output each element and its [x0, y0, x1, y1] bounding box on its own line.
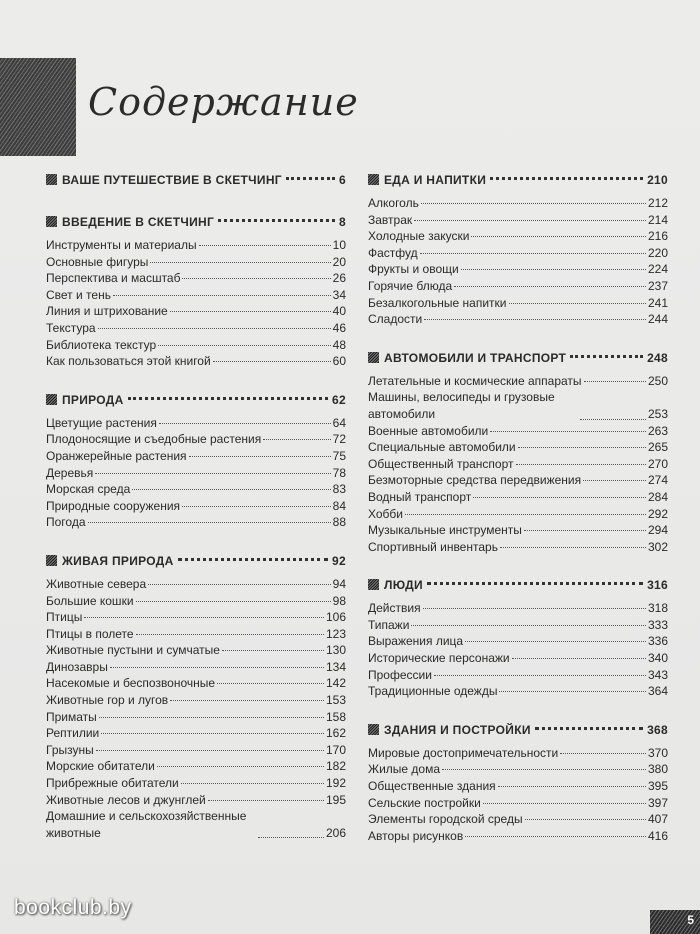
- dot-leader: [414, 220, 646, 221]
- section-page: 92: [332, 553, 346, 568]
- entry-page: 64: [332, 415, 346, 430]
- dot-leader: [405, 514, 646, 515]
- dot-leader: [208, 800, 324, 801]
- entry-label: Хобби: [368, 506, 403, 521]
- entry-page: 253: [647, 406, 668, 421]
- toc-entry[interactable]: [368, 195, 668, 212]
- toc-section: [368, 577, 668, 700]
- dot-leader: [218, 219, 335, 222]
- toc-entry[interactable]: [368, 311, 668, 328]
- entry-label: Грызуны: [46, 742, 94, 757]
- dot-leader: [170, 311, 331, 312]
- hatch-square-icon: [46, 555, 57, 566]
- toc-entry[interactable]: [368, 683, 668, 700]
- entry-label: Животные пустыни и сумчатые: [46, 643, 220, 658]
- entry-page: 212: [647, 196, 668, 210]
- toc-entry[interactable]: [368, 633, 668, 650]
- entry-page: 134: [325, 659, 346, 674]
- entry-page: 370: [647, 745, 668, 760]
- toc-section: [46, 553, 346, 842]
- entry-label: Общественный транспорт: [368, 456, 514, 471]
- toc-entry[interactable]: [368, 650, 668, 667]
- entry-label: Природные сооружения: [46, 498, 181, 513]
- toc-entry[interactable]: [46, 465, 346, 482]
- toc-entry[interactable]: [368, 261, 668, 278]
- entry-label: Инструменты и материалы: [46, 238, 197, 252]
- dot-leader: [113, 295, 331, 296]
- entry-label: Перспектива и масштаб: [46, 271, 181, 286]
- toc-entry[interactable]: [368, 472, 668, 489]
- entry-page: 206: [325, 825, 346, 840]
- toc-entry[interactable]: [368, 278, 668, 295]
- entry-page: 292: [647, 506, 668, 521]
- entry-page: 46: [332, 320, 346, 335]
- dot-leader: [128, 397, 328, 400]
- entry-label: Летательные и космические аппараты: [368, 373, 582, 388]
- dot-leader: [560, 753, 646, 754]
- dot-leader: [498, 786, 646, 787]
- toc-left-column: [46, 172, 346, 863]
- section-title: ВВЕДЕНИЕ В СКЕТЧИНГ: [62, 215, 215, 229]
- entry-page: 72: [332, 432, 346, 447]
- entry-page: 142: [325, 676, 346, 691]
- entry-label: Насекомые и беспозвоночные: [46, 676, 216, 691]
- section-page: 8: [339, 215, 346, 229]
- dot-leader: [132, 489, 330, 490]
- dot-leader: [84, 617, 324, 618]
- dot-leader: [421, 203, 646, 204]
- entry-label: Безалкогольные напитки: [368, 295, 507, 310]
- entry-page: 318: [647, 601, 668, 616]
- dot-leader: [583, 480, 646, 481]
- entry-page: 340: [647, 651, 668, 666]
- entry-label: Животные лесов и джунглей: [46, 792, 206, 807]
- toc-section-heading[interactable]: [368, 172, 668, 192]
- entry-page: 60: [332, 354, 346, 369]
- toc-entry[interactable]: [46, 320, 346, 337]
- entry-page: 380: [647, 762, 668, 777]
- toc-entry[interactable]: [46, 692, 346, 709]
- entry-label: Прибрежные обитатели: [46, 776, 179, 791]
- entry-label: Горячие блюда: [368, 278, 453, 293]
- entry-label: Основные фигуры: [46, 254, 149, 269]
- entry-label: Рептилии: [46, 726, 100, 741]
- toc-entry[interactable]: [46, 254, 346, 271]
- entry-label: Водный транспорт: [368, 489, 472, 504]
- toc-section: [368, 722, 668, 845]
- toc-entry[interactable]: [46, 626, 346, 643]
- page-number: 5: [687, 913, 694, 927]
- dot-leader: [199, 245, 331, 246]
- entry-label: Линия и штрихование: [46, 304, 168, 319]
- toc-entry[interactable]: [368, 795, 668, 812]
- dot-leader: [136, 601, 331, 602]
- entry-page: 263: [647, 423, 668, 438]
- dot-leader: [99, 717, 324, 718]
- section-title: ЕДА И НАПИТКИ: [384, 173, 487, 187]
- section-title: АВТОМОБИЛИ И ТРАНСПОРТ: [384, 350, 567, 365]
- dot-leader: [584, 381, 646, 382]
- entry-page: 416: [647, 828, 668, 843]
- entry-page: 244: [647, 312, 668, 327]
- toc-entry[interactable]: [46, 609, 346, 626]
- toc-entry[interactable]: [46, 337, 346, 354]
- dot-leader: [263, 439, 330, 440]
- dot-leader: [420, 253, 646, 254]
- entry-page: 336: [647, 634, 668, 649]
- entry-page: 192: [325, 776, 346, 791]
- entry-label: Оранжерейные растения: [46, 448, 187, 463]
- entry-page: 284: [647, 489, 668, 504]
- toc-entry[interactable]: [46, 576, 346, 593]
- toc-entry[interactable]: [46, 775, 346, 792]
- toc-section-heading[interactable]: [368, 722, 668, 742]
- entry-label: Птицы в полете: [46, 626, 134, 641]
- toc-entry[interactable]: [46, 481, 346, 498]
- entry-page: 333: [647, 617, 668, 632]
- entry-page: 158: [325, 709, 346, 724]
- entry-page: 162: [325, 726, 346, 741]
- entry-page: 274: [647, 473, 668, 488]
- toc-entry[interactable]: [368, 600, 668, 617]
- toc-entry[interactable]: [368, 212, 668, 229]
- dot-leader: [182, 506, 331, 507]
- dot-leader: [512, 658, 646, 659]
- toc-entry[interactable]: [368, 295, 668, 312]
- entry-label: Морская среда: [46, 482, 131, 497]
- toc-entry[interactable]: [46, 709, 346, 726]
- toc-entry[interactable]: [46, 642, 346, 659]
- toc-entry[interactable]: [46, 758, 346, 775]
- entry-page: 170: [325, 742, 346, 757]
- dot-leader: [509, 303, 646, 304]
- dot-leader: [88, 522, 331, 523]
- toc-section-heading[interactable]: [46, 392, 346, 412]
- dot-leader: [258, 837, 324, 838]
- dot-leader: [465, 836, 646, 837]
- entry-page: 98: [332, 593, 346, 608]
- entry-label: Холодные закуски: [368, 229, 470, 244]
- toc-entry[interactable]: [368, 228, 668, 245]
- entry-label: Текстура: [46, 320, 96, 335]
- toc-entry[interactable]: [368, 439, 668, 456]
- entry-label: Военные автомобили: [368, 423, 489, 438]
- dot-leader: [471, 236, 646, 237]
- toc-section: [46, 172, 346, 192]
- toc-entry[interactable]: [368, 539, 668, 556]
- dot-leader: [490, 177, 643, 180]
- entry-page: 34: [332, 287, 346, 302]
- dot-leader: [454, 286, 646, 287]
- section-page: 62: [332, 392, 346, 407]
- entry-label: Профессии: [368, 667, 432, 682]
- entry-label: Спортивный инвентарь: [368, 539, 498, 554]
- entry-label: Музыкальные инструменты: [368, 523, 522, 538]
- entry-page: 123: [325, 626, 346, 641]
- entry-page: 397: [647, 795, 668, 810]
- toc-section-heading[interactable]: [368, 350, 668, 370]
- entry-page: 20: [332, 254, 346, 269]
- dot-leader: [150, 262, 330, 263]
- entry-label: Домашние и сельскохозяйственные животные: [46, 809, 247, 840]
- toc-entry[interactable]: [46, 237, 346, 254]
- entry-label: Безмоторные средства передвижения: [368, 473, 582, 488]
- toc-entry[interactable]: [46, 593, 346, 610]
- toc-section: [46, 392, 346, 531]
- entry-page: 294: [647, 523, 668, 538]
- section-title: ЛЮДИ: [384, 578, 423, 593]
- dot-leader: [98, 328, 331, 329]
- toc-entry[interactable]: [368, 389, 668, 422]
- entry-label: Общественные здания: [368, 779, 496, 794]
- entry-page: 302: [647, 539, 668, 554]
- toc-entry[interactable]: [368, 456, 668, 473]
- toc-entry[interactable]: [368, 828, 668, 845]
- entry-label: Деревья: [46, 465, 94, 480]
- site-watermark: bookclub.by: [14, 896, 132, 919]
- toc-section-heading[interactable]: [368, 577, 668, 597]
- dot-leader: [434, 675, 646, 676]
- hatched-texture-block: [0, 58, 76, 156]
- entry-label: Типажи: [368, 617, 410, 632]
- dot-leader: [181, 783, 324, 784]
- hatch-square-icon: [368, 724, 379, 735]
- dot-leader: [483, 803, 646, 804]
- entry-page: 153: [325, 693, 346, 708]
- toc-entry[interactable]: [46, 303, 346, 320]
- dot-leader: [222, 650, 324, 651]
- entry-page: 250: [647, 373, 668, 388]
- entry-page: 270: [647, 456, 668, 471]
- entry-page: 130: [325, 643, 346, 658]
- entry-label: Птицы: [46, 610, 83, 625]
- dot-leader: [516, 464, 646, 465]
- dot-leader: [411, 625, 646, 626]
- dot-leader: [490, 431, 646, 432]
- dot-leader: [136, 634, 324, 635]
- toc-entry[interactable]: [46, 498, 346, 515]
- entry-label: Традиционные одежды: [368, 684, 498, 699]
- dot-leader: [217, 683, 324, 684]
- entry-page: 78: [332, 465, 346, 480]
- hatch-square-icon: [46, 216, 57, 227]
- entry-label: Авторы рисунков: [368, 828, 464, 843]
- entry-page: 48: [332, 337, 346, 352]
- dot-leader: [473, 497, 646, 498]
- entry-page: 224: [647, 262, 668, 277]
- dot-leader: [518, 447, 646, 448]
- entry-page: 220: [647, 245, 668, 260]
- entry-page: 106: [325, 610, 346, 625]
- toc-entry[interactable]: [368, 617, 668, 634]
- entry-page: 10: [332, 238, 346, 252]
- dot-leader: [159, 423, 331, 424]
- dot-leader: [424, 319, 646, 320]
- entry-page: 26: [332, 271, 346, 286]
- dot-leader: [110, 667, 324, 668]
- entry-label: Мировые достопримечательности: [368, 745, 559, 760]
- dot-leader: [148, 584, 331, 585]
- section-page: 316: [647, 578, 668, 593]
- entry-page: 395: [647, 779, 668, 794]
- dot-leader: [96, 750, 324, 751]
- dot-leader: [461, 269, 646, 270]
- toc-section-heading[interactable]: [46, 172, 346, 192]
- toc-entry[interactable]: [368, 811, 668, 828]
- dot-leader: [213, 361, 331, 362]
- entry-label: Плодоносящие и съедобные растения: [46, 432, 262, 447]
- entry-label: Морские обитатели: [46, 759, 155, 774]
- toc-entry[interactable]: [46, 270, 346, 287]
- section-title: ПРИРОДА: [62, 392, 124, 407]
- toc-section: [46, 214, 346, 370]
- entry-label: Сельские постройки: [368, 795, 481, 810]
- entry-page: 84: [332, 498, 346, 513]
- dot-leader: [442, 769, 646, 770]
- dot-leader: [170, 700, 324, 701]
- entry-label: Большие кошки: [46, 593, 134, 608]
- dot-leader: [500, 547, 646, 548]
- toc-entry[interactable]: [46, 353, 346, 370]
- entry-page: 216: [647, 229, 668, 244]
- dot-leader: [580, 419, 646, 420]
- toc-entry[interactable]: [368, 423, 668, 440]
- dot-leader: [178, 558, 328, 561]
- dot-leader: [95, 473, 330, 474]
- entry-label: Завтрак: [368, 212, 413, 227]
- entry-label: Сладости: [368, 312, 423, 327]
- hatch-square-icon: [368, 352, 379, 363]
- toc-entry[interactable]: [46, 659, 346, 676]
- entry-page: 40: [332, 304, 346, 319]
- entry-label: Погода: [46, 515, 86, 530]
- entry-page: 195: [325, 792, 346, 807]
- toc-entry[interactable]: [368, 506, 668, 523]
- entry-page: 214: [647, 212, 668, 227]
- toc-section: [368, 350, 668, 556]
- entry-page: 364: [647, 684, 668, 699]
- entry-label: Цветущие растения: [46, 415, 157, 430]
- section-title: ЗДАНИЯ И ПОСТРОЙКИ: [384, 722, 531, 737]
- entry-label: Приматы: [46, 709, 97, 724]
- hatch-square-icon: [368, 174, 379, 185]
- entry-label: Действия: [368, 601, 421, 616]
- entry-label: Элементы городской среды: [368, 812, 523, 827]
- toc-right-column: [368, 172, 668, 866]
- toc-entry[interactable]: [368, 667, 668, 684]
- toc-entry[interactable]: [368, 373, 668, 390]
- toc-entry[interactable]: [368, 245, 668, 262]
- toc-entry[interactable]: [368, 489, 668, 506]
- entry-label: Динозавры: [46, 659, 108, 674]
- toc-entry[interactable]: [368, 761, 668, 778]
- toc-entry[interactable]: [46, 675, 346, 692]
- entry-label: Свет и тень: [46, 287, 111, 302]
- entry-label: Жилые дома: [368, 762, 441, 777]
- entry-label: Библиотека текстур: [46, 337, 157, 352]
- section-page: 368: [647, 722, 668, 737]
- page-title: Содержание: [88, 80, 359, 124]
- entry-page: 94: [332, 576, 346, 591]
- toc-entry[interactable]: [46, 725, 346, 742]
- dot-leader: [570, 355, 643, 358]
- hatch-square-icon: [368, 579, 379, 590]
- dot-leader: [465, 641, 646, 642]
- entry-page: 88: [332, 515, 346, 530]
- entry-page: 265: [647, 440, 668, 455]
- entry-label: Специальные автомобили: [368, 440, 516, 455]
- entry-page: 407: [647, 812, 668, 827]
- entry-page: 343: [647, 667, 668, 682]
- dot-leader: [535, 727, 643, 730]
- dot-leader: [524, 530, 646, 531]
- entry-label: Исторические персонажи: [368, 651, 510, 666]
- toc-entry[interactable]: [46, 448, 346, 465]
- entry-label: Фрукты и овощи: [368, 262, 459, 277]
- toc-entry[interactable]: [368, 745, 668, 762]
- section-page: 6: [339, 173, 346, 187]
- dot-leader: [158, 345, 330, 346]
- toc-entry[interactable]: [46, 808, 346, 841]
- entry-page: 83: [332, 482, 346, 497]
- dot-leader: [427, 582, 643, 585]
- entry-page: 241: [647, 295, 668, 310]
- dot-leader: [189, 456, 331, 457]
- toc-entry[interactable]: [46, 742, 346, 759]
- page-number-box: [650, 910, 700, 934]
- toc-section-heading[interactable]: [46, 553, 346, 573]
- entry-label: Как пользоваться этой книгой: [46, 354, 211, 369]
- dot-leader: [157, 766, 324, 767]
- entry-label: Выражения лица: [368, 634, 464, 649]
- hatch-square-icon: [46, 394, 57, 405]
- entry-label: Животные гор и лугов: [46, 693, 169, 708]
- toc-entry[interactable]: [368, 778, 668, 795]
- entry-label: Фастфуд: [368, 245, 418, 260]
- entry-page: 182: [325, 759, 346, 774]
- toc-entry[interactable]: [46, 431, 346, 448]
- dot-leader: [101, 733, 324, 734]
- dot-leader: [286, 177, 335, 180]
- section-page: 248: [647, 350, 668, 365]
- toc-entry[interactable]: [368, 522, 668, 539]
- toc-entry[interactable]: [46, 415, 346, 432]
- entry-label: Алкоголь: [368, 196, 419, 210]
- toc-entry[interactable]: [46, 514, 346, 531]
- dot-leader: [525, 819, 646, 820]
- toc-section: [368, 172, 668, 328]
- entry-label: Машины, велосипеды и грузовые автомобили: [368, 390, 555, 421]
- toc-section-heading[interactable]: [46, 214, 346, 234]
- entry-page: 237: [647, 278, 668, 293]
- section-title: ЖИВАЯ ПРИРОДА: [62, 553, 174, 568]
- toc-entry[interactable]: [46, 287, 346, 304]
- toc-entry[interactable]: [46, 792, 346, 809]
- entry-label: Животные севера: [46, 576, 147, 591]
- dot-leader: [499, 691, 646, 692]
- dot-leader: [182, 278, 330, 279]
- dot-leader: [423, 608, 646, 609]
- section-title: ВАШЕ ПУТЕШЕСТВИЕ В СКЕТЧИНГ: [62, 173, 282, 187]
- section-page: 210: [647, 173, 668, 187]
- entry-page: 75: [332, 448, 346, 463]
- hatch-square-icon: [46, 174, 57, 185]
